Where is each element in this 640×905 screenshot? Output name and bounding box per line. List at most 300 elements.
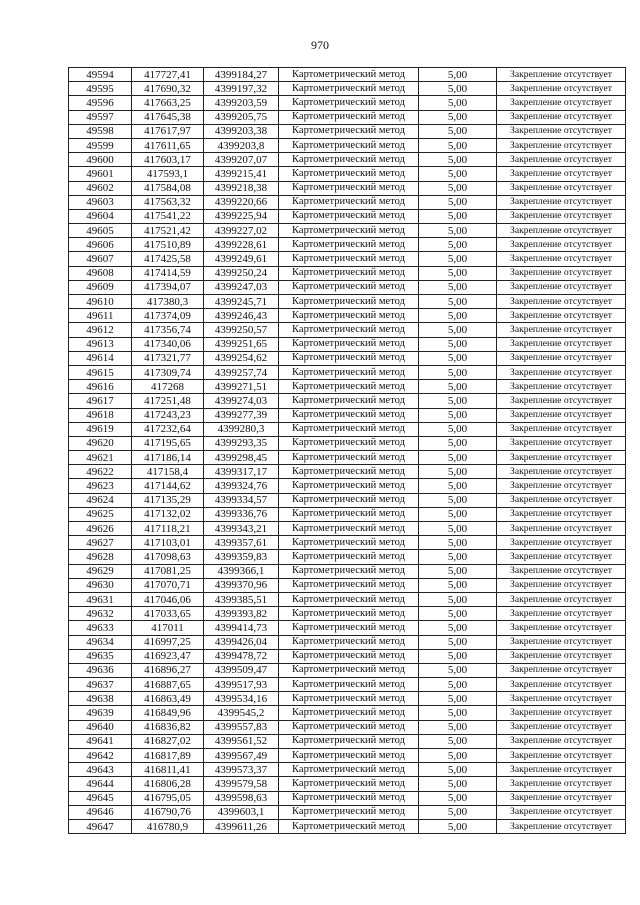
y-coordinate-cell: 4399247,03 bbox=[204, 280, 279, 294]
method-cell: Картометрический метод bbox=[279, 777, 419, 791]
y-coordinate-cell: 4399220,66 bbox=[204, 195, 279, 209]
accuracy-cell: 5,00 bbox=[419, 82, 497, 96]
y-coordinate-cell: 4399197,32 bbox=[204, 82, 279, 96]
method-cell: Картометрический метод bbox=[279, 167, 419, 181]
fixation-cell: Закрепление отсутствует bbox=[497, 224, 626, 238]
point-number-cell: 49645 bbox=[69, 791, 132, 805]
point-number-cell: 49624 bbox=[69, 493, 132, 507]
point-number-cell: 49640 bbox=[69, 720, 132, 734]
point-number-cell: 49637 bbox=[69, 678, 132, 692]
point-number-cell: 49621 bbox=[69, 451, 132, 465]
table-row bbox=[69, 82, 626, 96]
method-cell: Картометрический метод bbox=[279, 252, 419, 266]
x-coordinate-cell: 417584,08 bbox=[132, 181, 204, 195]
method-cell: Картометрический метод bbox=[279, 181, 419, 195]
x-coordinate-cell: 417521,42 bbox=[132, 224, 204, 238]
method-cell: Картометрический метод bbox=[279, 124, 419, 138]
method-cell: Картометрический метод bbox=[279, 621, 419, 635]
fixation-cell: Закрепление отсутствует bbox=[497, 791, 626, 805]
fixation-cell: Закрепление отсутствует bbox=[497, 621, 626, 635]
fixation-cell: Закрепление отсутствует bbox=[497, 82, 626, 96]
point-number-cell: 49639 bbox=[69, 706, 132, 720]
y-coordinate-cell: 4399205,75 bbox=[204, 110, 279, 124]
y-coordinate-cell: 4399250,24 bbox=[204, 266, 279, 280]
accuracy-cell: 5,00 bbox=[419, 337, 497, 351]
point-number-cell: 49607 bbox=[69, 252, 132, 266]
point-number-cell: 49630 bbox=[69, 578, 132, 592]
method-cell: Картометрический метод bbox=[279, 692, 419, 706]
x-coordinate-cell: 417563,32 bbox=[132, 195, 204, 209]
point-number-cell: 49633 bbox=[69, 621, 132, 635]
table-row bbox=[69, 734, 626, 748]
method-cell: Картометрический метод bbox=[279, 592, 419, 606]
x-coordinate-cell: 416836,82 bbox=[132, 720, 204, 734]
point-number-cell: 49595 bbox=[69, 82, 132, 96]
table-row bbox=[69, 266, 626, 280]
table-row bbox=[69, 635, 626, 649]
table-row bbox=[69, 323, 626, 337]
table-row bbox=[69, 280, 626, 294]
y-coordinate-cell: 4399227,02 bbox=[204, 224, 279, 238]
fixation-cell: Закрепление отсутствует bbox=[497, 493, 626, 507]
fixation-cell: Закрепление отсутствует bbox=[497, 522, 626, 536]
accuracy-cell: 5,00 bbox=[419, 365, 497, 379]
fixation-cell: Закрепление отсутствует bbox=[497, 295, 626, 309]
x-coordinate-cell: 417309,74 bbox=[132, 365, 204, 379]
fixation-cell: Закрепление отсутствует bbox=[497, 749, 626, 763]
x-coordinate-cell: 417144,62 bbox=[132, 479, 204, 493]
table-row bbox=[69, 564, 626, 578]
fixation-cell: Закрепление отсутствует bbox=[497, 451, 626, 465]
y-coordinate-cell: 4399598,63 bbox=[204, 791, 279, 805]
fixation-cell: Закрепление отсутствует bbox=[497, 720, 626, 734]
fixation-cell: Закрепление отсутствует bbox=[497, 138, 626, 152]
accuracy-cell: 5,00 bbox=[419, 238, 497, 252]
point-number-cell: 49646 bbox=[69, 805, 132, 819]
point-number-cell: 49620 bbox=[69, 436, 132, 450]
y-coordinate-cell: 4399517,93 bbox=[204, 678, 279, 692]
x-coordinate-cell: 417603,17 bbox=[132, 153, 204, 167]
y-coordinate-cell: 4399184,27 bbox=[204, 68, 279, 82]
x-coordinate-cell: 417380,3 bbox=[132, 295, 204, 309]
x-coordinate-cell: 417195,65 bbox=[132, 436, 204, 450]
point-number-cell: 49597 bbox=[69, 110, 132, 124]
point-number-cell: 49610 bbox=[69, 295, 132, 309]
x-coordinate-cell: 417645,38 bbox=[132, 110, 204, 124]
accuracy-cell: 5,00 bbox=[419, 493, 497, 507]
y-coordinate-cell: 4399393,82 bbox=[204, 607, 279, 621]
accuracy-cell: 5,00 bbox=[419, 819, 497, 833]
fixation-cell: Закрепление отсутствует bbox=[497, 819, 626, 833]
x-coordinate-cell: 417132,02 bbox=[132, 507, 204, 521]
method-cell: Картометрический метод bbox=[279, 309, 419, 323]
y-coordinate-cell: 4399545,2 bbox=[204, 706, 279, 720]
y-coordinate-cell: 4399567,49 bbox=[204, 749, 279, 763]
method-cell: Картометрический метод bbox=[279, 436, 419, 450]
accuracy-cell: 5,00 bbox=[419, 181, 497, 195]
method-cell: Картометрический метод bbox=[279, 380, 419, 394]
y-coordinate-cell: 4399249,61 bbox=[204, 252, 279, 266]
accuracy-cell: 5,00 bbox=[419, 749, 497, 763]
accuracy-cell: 5,00 bbox=[419, 436, 497, 450]
x-coordinate-cell: 417611,65 bbox=[132, 138, 204, 152]
y-coordinate-cell: 4399257,74 bbox=[204, 365, 279, 379]
method-cell: Картометрический метод bbox=[279, 678, 419, 692]
accuracy-cell: 5,00 bbox=[419, 351, 497, 365]
point-number-cell: 49609 bbox=[69, 280, 132, 294]
y-coordinate-cell: 4399534,16 bbox=[204, 692, 279, 706]
x-coordinate-cell: 417394,07 bbox=[132, 280, 204, 294]
method-cell: Картометрический метод bbox=[279, 82, 419, 96]
y-coordinate-cell: 4399336,76 bbox=[204, 507, 279, 521]
x-coordinate-cell: 416997,25 bbox=[132, 635, 204, 649]
accuracy-cell: 5,00 bbox=[419, 110, 497, 124]
point-number-cell: 49599 bbox=[69, 138, 132, 152]
fixation-cell: Закрепление отсутствует bbox=[497, 678, 626, 692]
table-row bbox=[69, 195, 626, 209]
y-coordinate-cell: 4399207,07 bbox=[204, 153, 279, 167]
accuracy-cell: 5,00 bbox=[419, 451, 497, 465]
accuracy-cell: 5,00 bbox=[419, 195, 497, 209]
x-coordinate-cell: 417186,14 bbox=[132, 451, 204, 465]
method-cell: Картометрический метод bbox=[279, 607, 419, 621]
method-cell: Картометрический метод bbox=[279, 479, 419, 493]
fixation-cell: Закрепление отсутствует bbox=[497, 578, 626, 592]
point-number-cell: 49600 bbox=[69, 153, 132, 167]
table-row bbox=[69, 522, 626, 536]
x-coordinate-cell: 417046,06 bbox=[132, 592, 204, 606]
accuracy-cell: 5,00 bbox=[419, 224, 497, 238]
accuracy-cell: 5,00 bbox=[419, 550, 497, 564]
point-number-cell: 49606 bbox=[69, 238, 132, 252]
point-number-cell: 49644 bbox=[69, 777, 132, 791]
point-number-cell: 49626 bbox=[69, 522, 132, 536]
point-number-cell: 49613 bbox=[69, 337, 132, 351]
table-row bbox=[69, 507, 626, 521]
y-coordinate-cell: 4399280,3 bbox=[204, 422, 279, 436]
coordinates-table bbox=[68, 67, 626, 834]
x-coordinate-cell: 417268 bbox=[132, 380, 204, 394]
x-coordinate-cell: 416780,9 bbox=[132, 819, 204, 833]
point-number-cell: 49618 bbox=[69, 408, 132, 422]
y-coordinate-cell: 4399293,35 bbox=[204, 436, 279, 450]
fixation-cell: Закрепление отсутствует bbox=[497, 323, 626, 337]
point-number-cell: 49628 bbox=[69, 550, 132, 564]
x-coordinate-cell: 417321,77 bbox=[132, 351, 204, 365]
table-row bbox=[69, 763, 626, 777]
table-row bbox=[69, 224, 626, 238]
method-cell: Картометрический метод bbox=[279, 706, 419, 720]
fixation-cell: Закрепление отсутствует bbox=[497, 96, 626, 110]
accuracy-cell: 5,00 bbox=[419, 422, 497, 436]
method-cell: Картометрический метод bbox=[279, 791, 419, 805]
accuracy-cell: 5,00 bbox=[419, 777, 497, 791]
fixation-cell: Закрепление отсутствует bbox=[497, 536, 626, 550]
method-cell: Картометрический метод bbox=[279, 280, 419, 294]
fixation-cell: Закрепление отсутствует bbox=[497, 550, 626, 564]
y-coordinate-cell: 4399603,1 bbox=[204, 805, 279, 819]
point-number-cell: 49638 bbox=[69, 692, 132, 706]
x-coordinate-cell: 417617,97 bbox=[132, 124, 204, 138]
accuracy-cell: 5,00 bbox=[419, 720, 497, 734]
accuracy-cell: 5,00 bbox=[419, 394, 497, 408]
x-coordinate-cell: 417081,25 bbox=[132, 564, 204, 578]
x-coordinate-cell: 417593,1 bbox=[132, 167, 204, 181]
fixation-cell: Закрепление отсутствует bbox=[497, 507, 626, 521]
x-coordinate-cell: 417033,65 bbox=[132, 607, 204, 621]
x-coordinate-cell: 416817,89 bbox=[132, 749, 204, 763]
coordinates-table-body bbox=[69, 68, 626, 834]
point-number-cell: 49615 bbox=[69, 365, 132, 379]
y-coordinate-cell: 4399414,73 bbox=[204, 621, 279, 635]
y-coordinate-cell: 4399357,61 bbox=[204, 536, 279, 550]
accuracy-cell: 5,00 bbox=[419, 678, 497, 692]
point-number-cell: 49617 bbox=[69, 394, 132, 408]
method-cell: Картометрический метод bbox=[279, 209, 419, 223]
fixation-cell: Закрепление отсутствует bbox=[497, 110, 626, 124]
point-number-cell: 49603 bbox=[69, 195, 132, 209]
y-coordinate-cell: 4399334,57 bbox=[204, 493, 279, 507]
y-coordinate-cell: 4399274,03 bbox=[204, 394, 279, 408]
accuracy-cell: 5,00 bbox=[419, 536, 497, 550]
accuracy-cell: 5,00 bbox=[419, 607, 497, 621]
y-coordinate-cell: 4399573,37 bbox=[204, 763, 279, 777]
accuracy-cell: 5,00 bbox=[419, 663, 497, 677]
point-number-cell: 49634 bbox=[69, 635, 132, 649]
table-row bbox=[69, 181, 626, 195]
method-cell: Картометрический метод bbox=[279, 536, 419, 550]
method-cell: Картометрический метод bbox=[279, 522, 419, 536]
accuracy-cell: 5,00 bbox=[419, 167, 497, 181]
x-coordinate-cell: 416790,76 bbox=[132, 805, 204, 819]
point-number-cell: 49629 bbox=[69, 564, 132, 578]
point-number-cell: 49647 bbox=[69, 819, 132, 833]
table-row bbox=[69, 607, 626, 621]
point-number-cell: 49627 bbox=[69, 536, 132, 550]
y-coordinate-cell: 4399611,26 bbox=[204, 819, 279, 833]
accuracy-cell: 5,00 bbox=[419, 408, 497, 422]
table-row bbox=[69, 663, 626, 677]
fixation-cell: Закрепление отсутствует bbox=[497, 153, 626, 167]
y-coordinate-cell: 4399298,45 bbox=[204, 451, 279, 465]
y-coordinate-cell: 4399277,39 bbox=[204, 408, 279, 422]
x-coordinate-cell: 416795,05 bbox=[132, 791, 204, 805]
y-coordinate-cell: 4399246,43 bbox=[204, 309, 279, 323]
table-row bbox=[69, 295, 626, 309]
accuracy-cell: 5,00 bbox=[419, 280, 497, 294]
accuracy-cell: 5,00 bbox=[419, 252, 497, 266]
fixation-cell: Закрепление отсутствует bbox=[497, 479, 626, 493]
table-row bbox=[69, 337, 626, 351]
y-coordinate-cell: 4399245,71 bbox=[204, 295, 279, 309]
point-number-cell: 49602 bbox=[69, 181, 132, 195]
fixation-cell: Закрепление отсутствует bbox=[497, 181, 626, 195]
fixation-cell: Закрепление отсутствует bbox=[497, 805, 626, 819]
accuracy-cell: 5,00 bbox=[419, 621, 497, 635]
accuracy-cell: 5,00 bbox=[419, 578, 497, 592]
table-row bbox=[69, 252, 626, 266]
accuracy-cell: 5,00 bbox=[419, 209, 497, 223]
point-number-cell: 49642 bbox=[69, 749, 132, 763]
method-cell: Картометрический метод bbox=[279, 550, 419, 564]
accuracy-cell: 5,00 bbox=[419, 124, 497, 138]
accuracy-cell: 5,00 bbox=[419, 295, 497, 309]
accuracy-cell: 5,00 bbox=[419, 507, 497, 521]
table-row bbox=[69, 465, 626, 479]
point-number-cell: 49631 bbox=[69, 592, 132, 606]
accuracy-cell: 5,00 bbox=[419, 479, 497, 493]
x-coordinate-cell: 417232,64 bbox=[132, 422, 204, 436]
table-row bbox=[69, 720, 626, 734]
method-cell: Картометрический метод bbox=[279, 68, 419, 82]
accuracy-cell: 5,00 bbox=[419, 763, 497, 777]
method-cell: Картометрический метод bbox=[279, 507, 419, 521]
accuracy-cell: 5,00 bbox=[419, 649, 497, 663]
method-cell: Картометрический метод bbox=[279, 365, 419, 379]
table-row bbox=[69, 479, 626, 493]
method-cell: Картометрический метод bbox=[279, 465, 419, 479]
y-coordinate-cell: 4399215,41 bbox=[204, 167, 279, 181]
x-coordinate-cell: 416811,41 bbox=[132, 763, 204, 777]
method-cell: Картометрический метод bbox=[279, 578, 419, 592]
y-coordinate-cell: 4399251,65 bbox=[204, 337, 279, 351]
table-row bbox=[69, 749, 626, 763]
y-coordinate-cell: 4399203,59 bbox=[204, 96, 279, 110]
method-cell: Картометрический метод bbox=[279, 295, 419, 309]
point-number-cell: 49616 bbox=[69, 380, 132, 394]
y-coordinate-cell: 4399324,76 bbox=[204, 479, 279, 493]
table-row bbox=[69, 493, 626, 507]
table-row bbox=[69, 380, 626, 394]
fixation-cell: Закрепление отсутствует bbox=[497, 365, 626, 379]
table-row bbox=[69, 365, 626, 379]
accuracy-cell: 5,00 bbox=[419, 68, 497, 82]
fixation-cell: Закрепление отсутствует bbox=[497, 777, 626, 791]
point-number-cell: 49622 bbox=[69, 465, 132, 479]
table-row bbox=[69, 805, 626, 819]
fixation-cell: Закрепление отсутствует bbox=[497, 309, 626, 323]
y-coordinate-cell: 4399579,58 bbox=[204, 777, 279, 791]
table-row bbox=[69, 394, 626, 408]
accuracy-cell: 5,00 bbox=[419, 564, 497, 578]
fixation-cell: Закрепление отсутствует bbox=[497, 763, 626, 777]
x-coordinate-cell: 416896,27 bbox=[132, 663, 204, 677]
y-coordinate-cell: 4399561,52 bbox=[204, 734, 279, 748]
method-cell: Картометрический метод bbox=[279, 238, 419, 252]
table-row bbox=[69, 408, 626, 422]
method-cell: Картометрический метод bbox=[279, 649, 419, 663]
x-coordinate-cell: 417103,01 bbox=[132, 536, 204, 550]
accuracy-cell: 5,00 bbox=[419, 266, 497, 280]
point-number-cell: 49636 bbox=[69, 663, 132, 677]
point-number-cell: 49605 bbox=[69, 224, 132, 238]
accuracy-cell: 5,00 bbox=[419, 153, 497, 167]
point-number-cell: 49614 bbox=[69, 351, 132, 365]
accuracy-cell: 5,00 bbox=[419, 522, 497, 536]
fixation-cell: Закрепление отсутствует bbox=[497, 209, 626, 223]
fixation-cell: Закрепление отсутствует bbox=[497, 436, 626, 450]
table-row bbox=[69, 436, 626, 450]
table-row bbox=[69, 167, 626, 181]
accuracy-cell: 5,00 bbox=[419, 734, 497, 748]
method-cell: Картометрический метод bbox=[279, 720, 419, 734]
y-coordinate-cell: 4399370,96 bbox=[204, 578, 279, 592]
accuracy-cell: 5,00 bbox=[419, 380, 497, 394]
table-row bbox=[69, 451, 626, 465]
y-coordinate-cell: 4399317,17 bbox=[204, 465, 279, 479]
point-number-cell: 49601 bbox=[69, 167, 132, 181]
point-number-cell: 49611 bbox=[69, 309, 132, 323]
table-row bbox=[69, 351, 626, 365]
fixation-cell: Закрепление отсутствует bbox=[497, 649, 626, 663]
fixation-cell: Закрепление отсутствует bbox=[497, 635, 626, 649]
accuracy-cell: 5,00 bbox=[419, 323, 497, 337]
table-row bbox=[69, 96, 626, 110]
x-coordinate-cell: 417070,71 bbox=[132, 578, 204, 592]
y-coordinate-cell: 4399478,72 bbox=[204, 649, 279, 663]
fixation-cell: Закрепление отсутствует bbox=[497, 422, 626, 436]
accuracy-cell: 5,00 bbox=[419, 791, 497, 805]
method-cell: Картометрический метод bbox=[279, 96, 419, 110]
point-number-cell: 49619 bbox=[69, 422, 132, 436]
fixation-cell: Закрепление отсутствует bbox=[497, 564, 626, 578]
method-cell: Картометрический метод bbox=[279, 224, 419, 238]
table-row bbox=[69, 678, 626, 692]
table-row bbox=[69, 110, 626, 124]
x-coordinate-cell: 416849,96 bbox=[132, 706, 204, 720]
method-cell: Картометрический метод bbox=[279, 323, 419, 337]
fixation-cell: Закрепление отсутствует bbox=[497, 692, 626, 706]
point-number-cell: 49612 bbox=[69, 323, 132, 337]
method-cell: Картометрический метод bbox=[279, 337, 419, 351]
table-row bbox=[69, 592, 626, 606]
point-number-cell: 49608 bbox=[69, 266, 132, 280]
accuracy-cell: 5,00 bbox=[419, 706, 497, 720]
fixation-cell: Закрепление отсутствует bbox=[497, 734, 626, 748]
y-coordinate-cell: 4399203,38 bbox=[204, 124, 279, 138]
y-coordinate-cell: 4399426,04 bbox=[204, 635, 279, 649]
table-row bbox=[69, 124, 626, 138]
table-row bbox=[69, 153, 626, 167]
x-coordinate-cell: 417414,59 bbox=[132, 266, 204, 280]
method-cell: Картометрический метод bbox=[279, 451, 419, 465]
method-cell: Картометрический метод bbox=[279, 819, 419, 833]
method-cell: Картометрический метод bbox=[279, 110, 419, 124]
method-cell: Картометрический метод bbox=[279, 805, 419, 819]
table-row bbox=[69, 68, 626, 82]
fixation-cell: Закрепление отсутствует bbox=[497, 607, 626, 621]
x-coordinate-cell: 417374,09 bbox=[132, 309, 204, 323]
x-coordinate-cell: 416887,65 bbox=[132, 678, 204, 692]
fixation-cell: Закрепление отсутствует bbox=[497, 663, 626, 677]
table-row bbox=[69, 209, 626, 223]
page-number: 970 bbox=[311, 38, 329, 52]
method-cell: Картометрический метод bbox=[279, 394, 419, 408]
x-coordinate-cell: 417243,23 bbox=[132, 408, 204, 422]
method-cell: Картометрический метод bbox=[279, 749, 419, 763]
accuracy-cell: 5,00 bbox=[419, 96, 497, 110]
x-coordinate-cell: 417510,89 bbox=[132, 238, 204, 252]
point-number-cell: 49635 bbox=[69, 649, 132, 663]
accuracy-cell: 5,00 bbox=[419, 309, 497, 323]
y-coordinate-cell: 4399509,47 bbox=[204, 663, 279, 677]
table-row bbox=[69, 777, 626, 791]
method-cell: Картометрический метод bbox=[279, 763, 419, 777]
y-coordinate-cell: 4399343,21 bbox=[204, 522, 279, 536]
accuracy-cell: 5,00 bbox=[419, 465, 497, 479]
method-cell: Картометрический метод bbox=[279, 635, 419, 649]
method-cell: Картометрический метод bbox=[279, 564, 419, 578]
